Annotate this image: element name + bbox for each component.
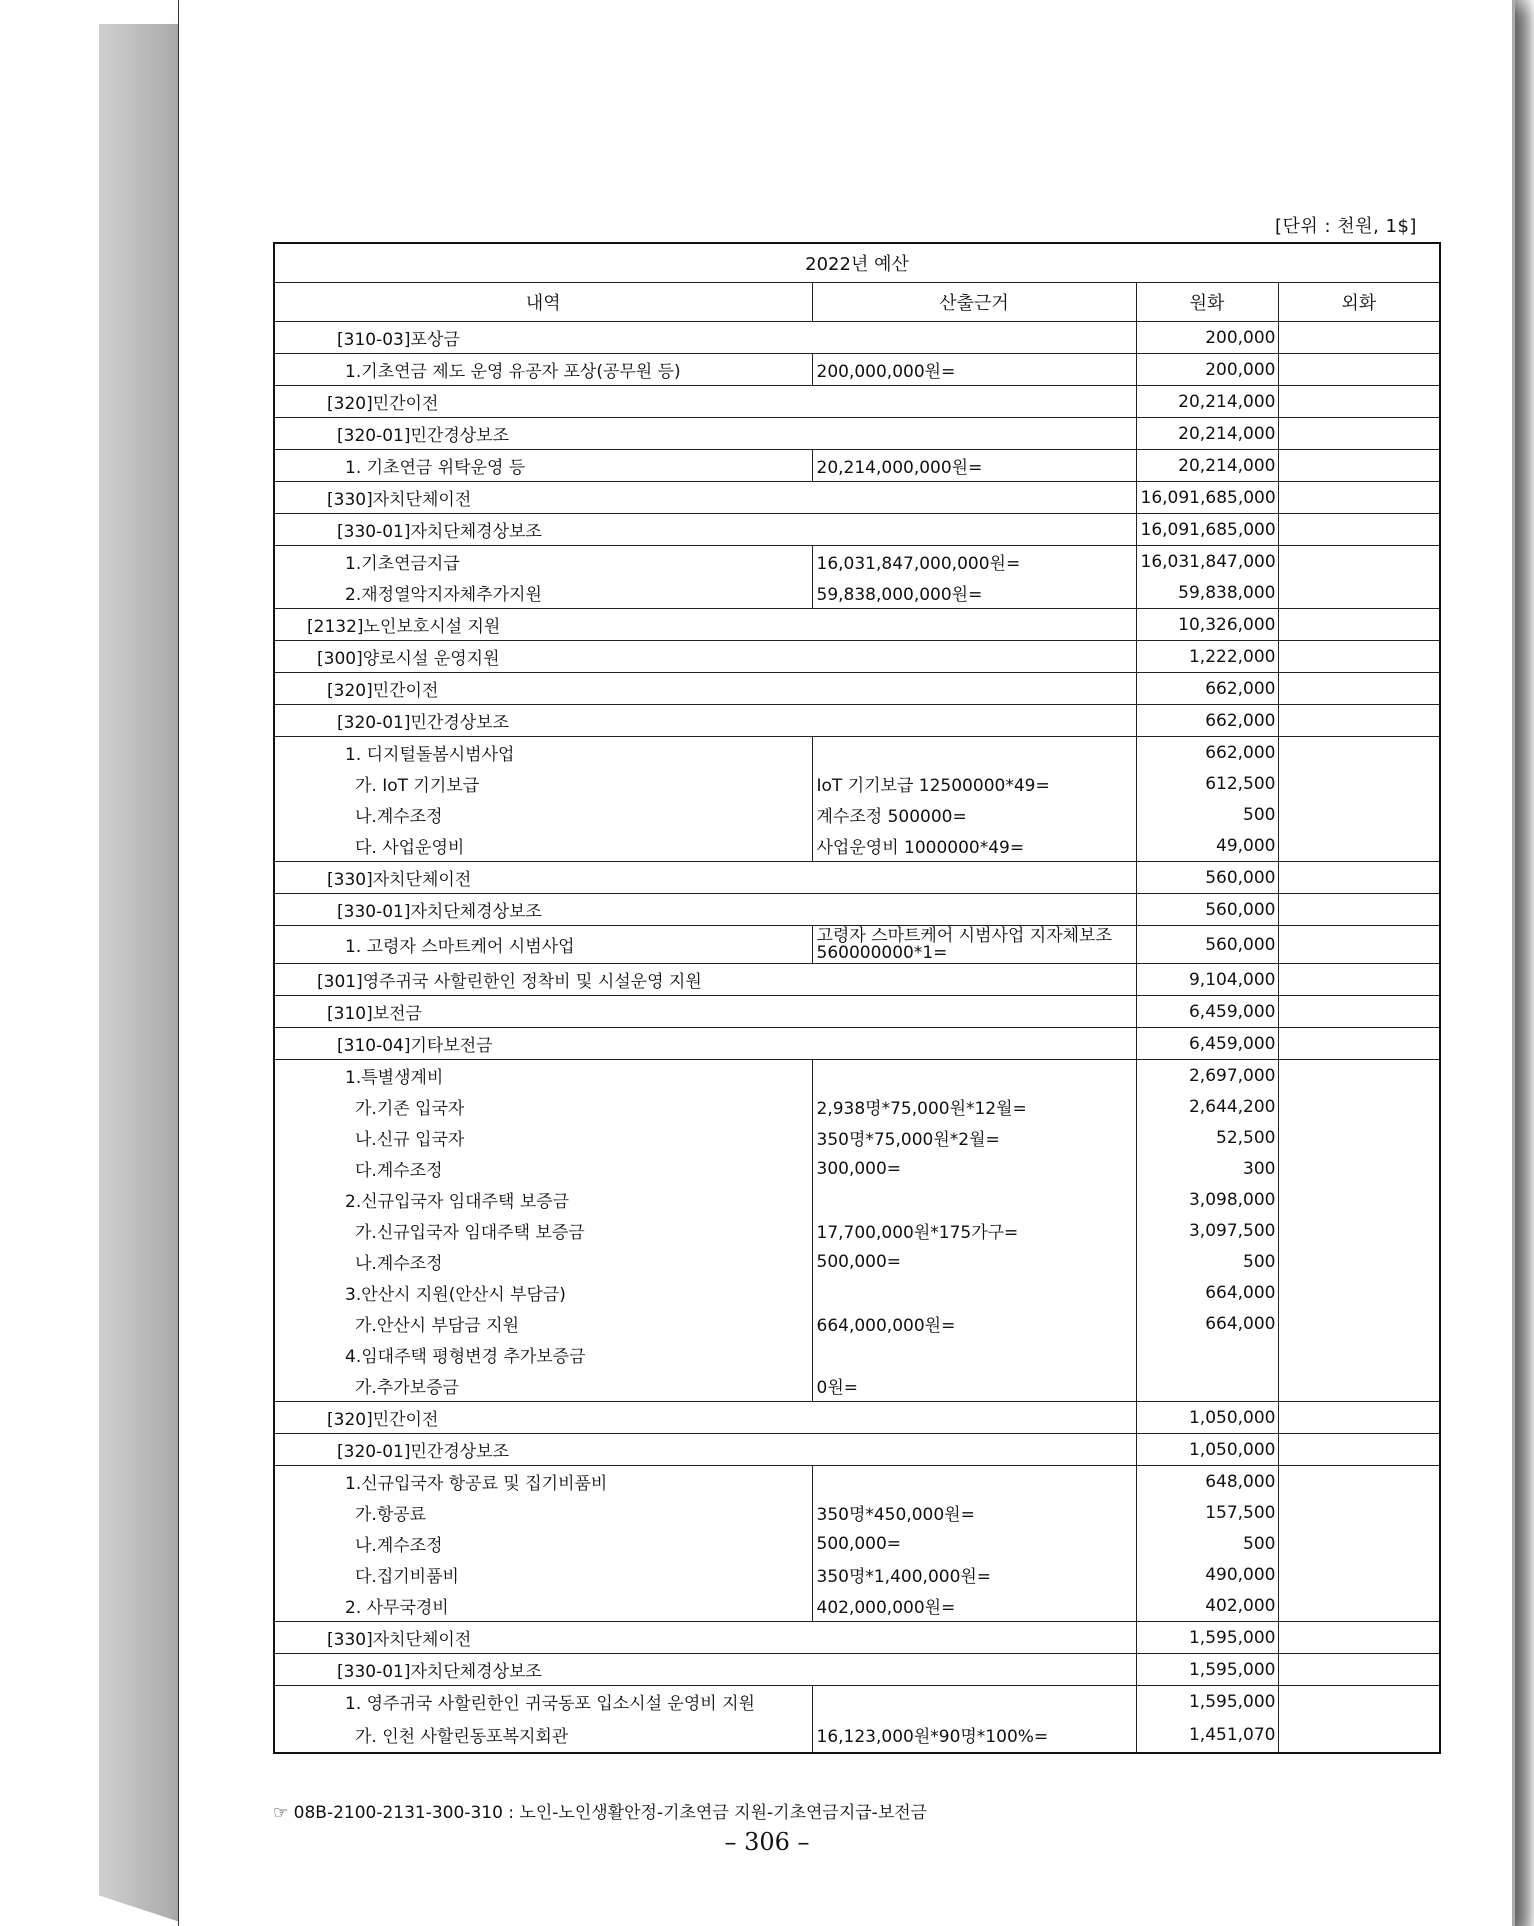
table-row [274,1434,1440,1466]
row-krw: 500 [1136,799,1278,830]
row-foreign [1278,1277,1440,1308]
row-foreign [1278,1654,1440,1686]
row-item: [320]민간이전 [274,386,1136,418]
row-krw: 59,838,000 [1136,577,1278,609]
table-row [274,322,1440,354]
row-krw: 157,500 [1136,1497,1278,1528]
row-krw [1136,1339,1278,1370]
row-item: 나.계수조정 [274,1528,812,1559]
table-row [274,1370,1440,1402]
header-item: 내역 [274,283,812,322]
table-row [274,1184,1440,1215]
row-foreign [1278,830,1440,862]
row-foreign [1278,1060,1440,1092]
row-foreign [1278,1215,1440,1246]
table-row [274,862,1440,894]
row-foreign [1278,386,1440,418]
row-basis [812,1686,1136,1718]
row-krw: 300 [1136,1153,1278,1184]
table-row [274,894,1440,926]
table-row [274,1091,1440,1122]
row-foreign [1278,1434,1440,1466]
row-krw: 3,098,000 [1136,1184,1278,1215]
row-foreign [1278,641,1440,673]
row-krw: 3,097,500 [1136,1215,1278,1246]
row-item: 가. 인천 사할린동포복지회관 [274,1717,812,1753]
row-item: 가.신규입국자 임대주택 보증금 [274,1215,812,1246]
row-item: [320]민간이전 [274,673,1136,705]
row-basis [812,1339,1136,1370]
table-row [274,964,1440,996]
table-row [274,1122,1440,1153]
row-foreign [1278,1184,1440,1215]
row-krw: 9,104,000 [1136,964,1278,996]
table-row [274,1060,1440,1092]
row-item: 1.특별생계비 [274,1060,812,1092]
row-basis: 계수조정 500000= [812,799,1136,830]
table-row [274,673,1440,705]
row-foreign [1278,1246,1440,1277]
row-foreign [1278,354,1440,386]
row-basis: IoT 기기보급 12500000*49= [812,768,1136,799]
row-krw: 1,595,000 [1136,1622,1278,1654]
row-item: 1.기초연금 제도 운영 유공자 포상(공무원 등) [274,354,812,386]
table-row [274,830,1440,862]
table-row [274,1559,1440,1590]
header-krw: 원화 [1136,283,1278,322]
row-foreign [1278,322,1440,354]
row-foreign [1278,926,1440,964]
row-item: [330-01]자치단체경상보조 [274,894,1136,926]
table-row [274,1028,1440,1060]
row-krw: 648,000 [1136,1466,1278,1498]
row-basis [812,1060,1136,1092]
row-item: 다.계수조정 [274,1153,812,1184]
row-foreign [1278,1308,1440,1339]
table-row [274,482,1440,514]
row-item: [310]보전금 [274,996,1136,1028]
row-basis: 고령자 스마트케어 시범사업 지자체보조 560000000*1= [812,926,1136,964]
row-item: [330]자치단체이전 [274,482,1136,514]
table-row [274,546,1440,578]
row-foreign [1278,964,1440,996]
row-item: [330]자치단체이전 [274,862,1136,894]
table-row [274,1308,1440,1339]
row-krw: 52,500 [1136,1122,1278,1153]
book-edge [99,24,180,1922]
table-row [274,1654,1440,1686]
row-krw [1136,1370,1278,1402]
table-row [274,705,1440,737]
table-title: 2022년 예산 [274,243,1440,283]
row-item: 가.추가보증금 [274,1370,812,1402]
table-row [274,1402,1440,1434]
row-foreign [1278,996,1440,1028]
row-krw: 560,000 [1136,894,1278,926]
table-row [274,926,1440,964]
row-basis: 16,123,000원*90명*100%= [812,1717,1136,1753]
table-row [274,450,1440,482]
table-row [274,1590,1440,1622]
row-basis: 350명*450,000원= [812,1497,1136,1528]
table-row [274,1246,1440,1277]
row-item: 1.신규입국자 항공료 및 집기비품비 [274,1466,812,1498]
row-item: 1. 디지털돌봄시범사업 [274,737,812,769]
row-krw: 560,000 [1136,862,1278,894]
row-krw: 560,000 [1136,926,1278,964]
row-foreign [1278,1528,1440,1559]
row-foreign [1278,1497,1440,1528]
row-foreign [1278,546,1440,578]
row-krw: 6,459,000 [1136,996,1278,1028]
row-basis: 300,000= [812,1153,1136,1184]
row-krw: 10,326,000 [1136,609,1278,641]
row-item: 1. 기초연금 위탁운영 등 [274,450,812,482]
row-foreign [1278,418,1440,450]
row-basis: 350명*75,000원*2월= [812,1122,1136,1153]
page-shadow [1512,0,1534,1926]
row-foreign [1278,577,1440,609]
row-item: 가.기존 입국자 [274,1091,812,1122]
row-basis: 17,700,000원*175가구= [812,1215,1136,1246]
row-krw: 20,214,000 [1136,386,1278,418]
table-row [274,514,1440,546]
row-item: 1. 영주귀국 사할린한인 귀국동포 입소시설 운영비 지원 [274,1686,812,1718]
table-row [274,1528,1440,1559]
row-krw: 16,091,685,000 [1136,482,1278,514]
row-krw: 2,697,000 [1136,1060,1278,1092]
table-row [274,1466,1440,1498]
row-foreign [1278,1091,1440,1122]
row-basis [812,737,1136,769]
row-foreign [1278,1466,1440,1498]
row-krw: 16,091,685,000 [1136,514,1278,546]
table-row [274,737,1440,769]
row-krw: 200,000 [1136,322,1278,354]
row-item: 4.임대주택 평형변경 추가보증금 [274,1339,812,1370]
row-item: [320-01]민간경상보조 [274,1434,1136,1466]
row-foreign [1278,1339,1440,1370]
row-basis: 500,000= [812,1528,1136,1559]
row-foreign [1278,1370,1440,1402]
row-krw: 200,000 [1136,354,1278,386]
row-basis: 16,031,847,000,000원= [812,546,1136,578]
header-basis: 산출근거 [812,283,1136,322]
row-krw: 2,644,200 [1136,1091,1278,1122]
row-krw: 662,000 [1136,673,1278,705]
footnote: ☞ 08B-2100-2131-300-310 : 노인-노인생활안정-기초연금 지원-기초연금지급-보전금 [273,1803,928,1823]
row-krw: 20,214,000 [1136,450,1278,482]
row-foreign [1278,1686,1440,1718]
row-foreign [1278,1153,1440,1184]
row-basis: 664,000,000원= [812,1308,1136,1339]
row-basis [812,1466,1136,1498]
row-foreign [1278,1559,1440,1590]
row-item: [320-01]민간경상보조 [274,705,1136,737]
row-krw: 49,000 [1136,830,1278,862]
row-item: 2.재정열악지자체추가지원 [274,577,812,609]
row-item: [301]영주귀국 사할린한인 정착비 및 시설운영 지원 [274,964,1136,996]
row-item: [310-03]포상금 [274,322,1136,354]
unit-label: [단위 : 천원, 1$] [1275,216,1417,237]
row-krw: 612,500 [1136,768,1278,799]
row-basis: 2,938명*75,000원*12월= [812,1091,1136,1122]
row-basis: 0원= [812,1370,1136,1402]
row-basis: 59,838,000,000원= [812,577,1136,609]
row-krw: 1,595,000 [1136,1686,1278,1718]
row-item: 2.신규입국자 임대주택 보증금 [274,1184,812,1215]
table-row [274,768,1440,799]
row-krw: 1,222,000 [1136,641,1278,673]
row-krw: 20,214,000 [1136,418,1278,450]
row-item: 1. 고령자 스마트케어 시범사업 [274,926,812,964]
row-foreign [1278,450,1440,482]
row-krw: 664,000 [1136,1308,1278,1339]
row-foreign [1278,1717,1440,1753]
row-item: 나.계수조정 [274,799,812,830]
row-krw: 16,031,847,000 [1136,546,1278,578]
row-item: 가.안산시 부담금 지원 [274,1308,812,1339]
row-item: 2. 사무국경비 [274,1590,812,1622]
row-item: [330-01]자치단체경상보조 [274,1654,1136,1686]
row-krw: 662,000 [1136,737,1278,769]
row-foreign [1278,1590,1440,1622]
row-krw: 402,000 [1136,1590,1278,1622]
table-row [274,609,1440,641]
table-row [274,1622,1440,1654]
row-foreign [1278,799,1440,830]
row-item: [300]양로시설 운영지원 [274,641,1136,673]
row-item: 가. IoT 기기보급 [274,768,812,799]
table-row [274,1215,1440,1246]
table-row [274,418,1440,450]
row-item: 다. 사업운영비 [274,830,812,862]
row-foreign [1278,737,1440,769]
row-item: [320]민간이전 [274,1402,1136,1434]
row-item: [330-01]자치단체경상보조 [274,514,1136,546]
row-foreign [1278,894,1440,926]
table-row [274,1339,1440,1370]
row-basis: 500,000= [812,1246,1136,1277]
table-row [274,1497,1440,1528]
row-item: 가.항공료 [274,1497,812,1528]
row-foreign [1278,1122,1440,1153]
row-foreign [1278,862,1440,894]
row-krw: 1,050,000 [1136,1402,1278,1434]
row-item: 나.계수조정 [274,1246,812,1277]
row-item: [310-04]기타보전금 [274,1028,1136,1060]
row-foreign [1278,609,1440,641]
row-krw: 6,459,000 [1136,1028,1278,1060]
row-krw: 490,000 [1136,1559,1278,1590]
row-krw: 662,000 [1136,705,1278,737]
row-krw: 500 [1136,1246,1278,1277]
row-krw: 1,451,070 [1136,1717,1278,1753]
row-krw: 1,050,000 [1136,1434,1278,1466]
table-row [274,641,1440,673]
row-item: 1.기초연금지급 [274,546,812,578]
table-row [274,996,1440,1028]
row-foreign [1278,1622,1440,1654]
table-row [274,354,1440,386]
row-basis: 사업운영비 1000000*49= [812,830,1136,862]
row-item: [2132]노인보호시설 지원 [274,609,1136,641]
row-krw: 664,000 [1136,1277,1278,1308]
row-basis: 200,000,000원= [812,354,1136,386]
header-foreign: 외화 [1278,283,1440,322]
row-item: [330]자치단체이전 [274,1622,1136,1654]
table-row [274,799,1440,830]
page-number: – 306 – [724,1828,810,1856]
row-basis: 350명*1,400,000원= [812,1559,1136,1590]
budget-table [273,242,1441,1754]
row-foreign [1278,673,1440,705]
table-row [274,1686,1440,1718]
row-foreign [1278,482,1440,514]
row-foreign [1278,705,1440,737]
table-body [274,322,1440,1754]
row-foreign [1278,1402,1440,1434]
table-row [274,386,1440,418]
row-item: 다.집기비품비 [274,1559,812,1590]
row-basis [812,1184,1136,1215]
row-item: 나.신규 입국자 [274,1122,812,1153]
row-foreign [1278,768,1440,799]
row-foreign [1278,514,1440,546]
row-krw: 1,595,000 [1136,1654,1278,1686]
row-basis: 20,214,000,000원= [812,450,1136,482]
row-foreign [1278,1028,1440,1060]
table-row [274,1153,1440,1184]
row-item: [320-01]민간경상보조 [274,418,1136,450]
row-item: 3.안산시 지원(안산시 부담금) [274,1277,812,1308]
table-row [274,1277,1440,1308]
row-krw: 500 [1136,1528,1278,1559]
table-row [274,577,1440,609]
row-basis: 402,000,000원= [812,1590,1136,1622]
row-basis [812,1277,1136,1308]
table-row [274,1717,1440,1753]
